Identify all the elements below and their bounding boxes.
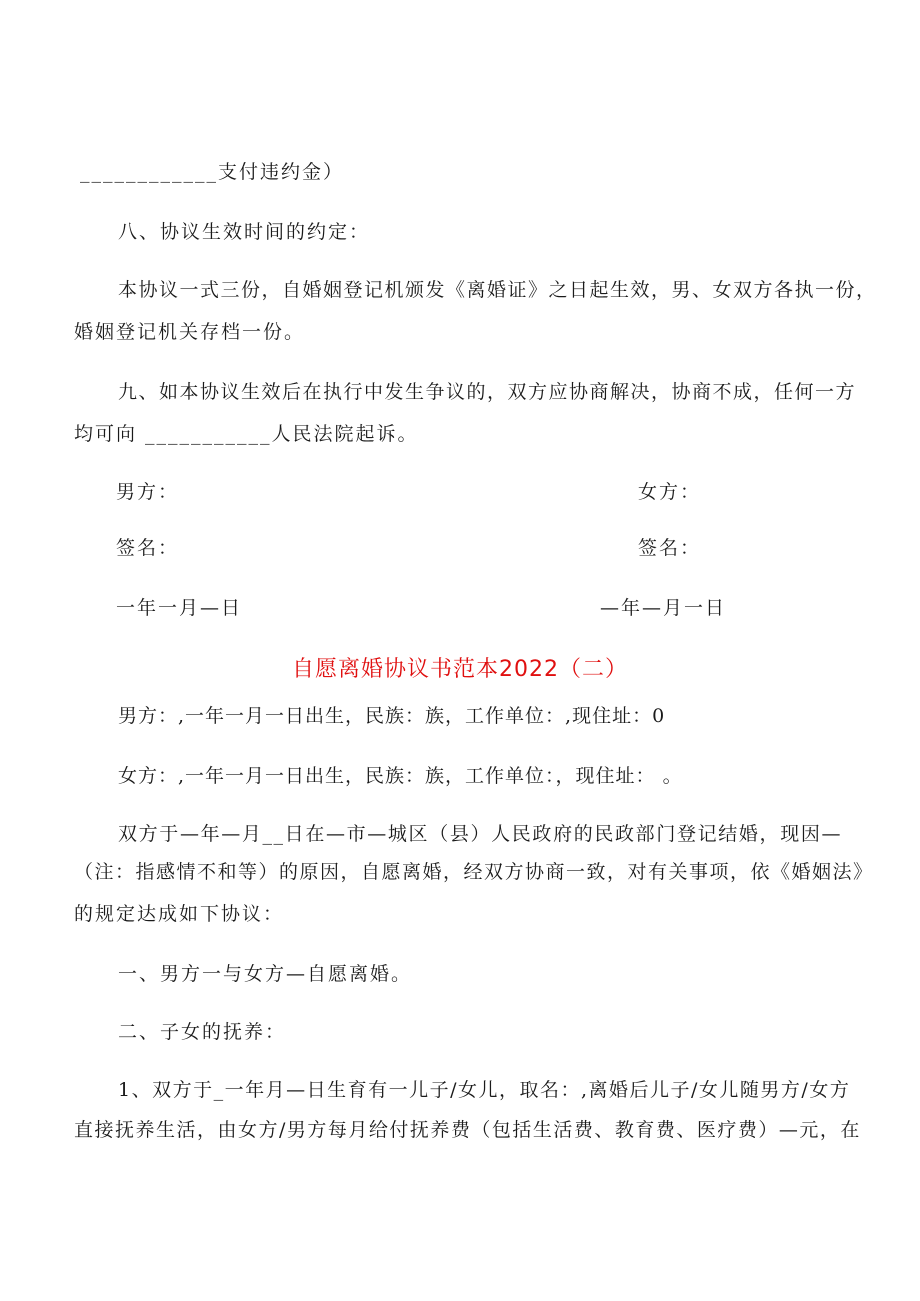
clause-8-line-1: 本协议一式三份，自婚姻登记机颁发《离婚证》之日起生效，男、女双方各执一份， <box>118 279 877 301</box>
document-title: 自愿离婚协议书范本2022（二） <box>292 657 628 682</box>
male-party-info: 男方：,一年一月一日出生，民族：族，工作单位：,现住址：0 <box>118 705 666 727</box>
clause-9-line-2: 均可向 ___________人民法院起诉。 <box>74 423 419 445</box>
clause-1-divorce: 一、男方一与女方—自愿离婚。 <box>118 963 413 985</box>
intro-line-1: 双方于—年—月__日在—市—城区（县）人民政府的民政部门登记结婚，现因— <box>118 823 842 845</box>
male-signature-date: 一年一月—日 <box>116 597 243 619</box>
penalty-continued-line: ____________支付违约金） <box>80 161 345 183</box>
clause-2-item-1-line-2: 直接抚养生活，由女方/男方每月给付抚养费（包括生活费、教育费、医疗费）—元，在 <box>74 1119 861 1141</box>
clause-2-item-1-line-1: 1、双方于_一年月—日生育有一儿子/女儿，取名：,离婚后儿子/女儿随男方/女方 <box>118 1079 851 1101</box>
female-signature-label: 签名： <box>638 537 702 559</box>
female-signature-date: —年—月一日 <box>600 597 727 619</box>
intro-line-3: 的规定达成如下协议： <box>74 903 285 925</box>
clause-8-line-2: 婚姻登记机关存档一份。 <box>74 321 306 343</box>
male-signature-label: 签名： <box>116 537 180 559</box>
female-party-info: 女方：,一年一月一日出生，民族：族，工作单位：，现住址： 。 <box>118 765 683 787</box>
clause-2-heading: 二、子女的抚养： <box>118 1021 287 1043</box>
female-party-label: 女方： <box>638 481 702 503</box>
intro-line-2: （注：指感情不和等）的原因，自愿离婚，经双方协商一致，对有关事项，依《婚姻法》 <box>74 861 874 883</box>
male-party-label: 男方： <box>116 481 180 503</box>
clause-8-heading: 八、协议生效时间的约定： <box>118 221 371 243</box>
clause-9-line-1: 九、如本协议生效后在执行中发生争议的，双方应协商解决，协商不成，任何一方 <box>118 381 857 403</box>
